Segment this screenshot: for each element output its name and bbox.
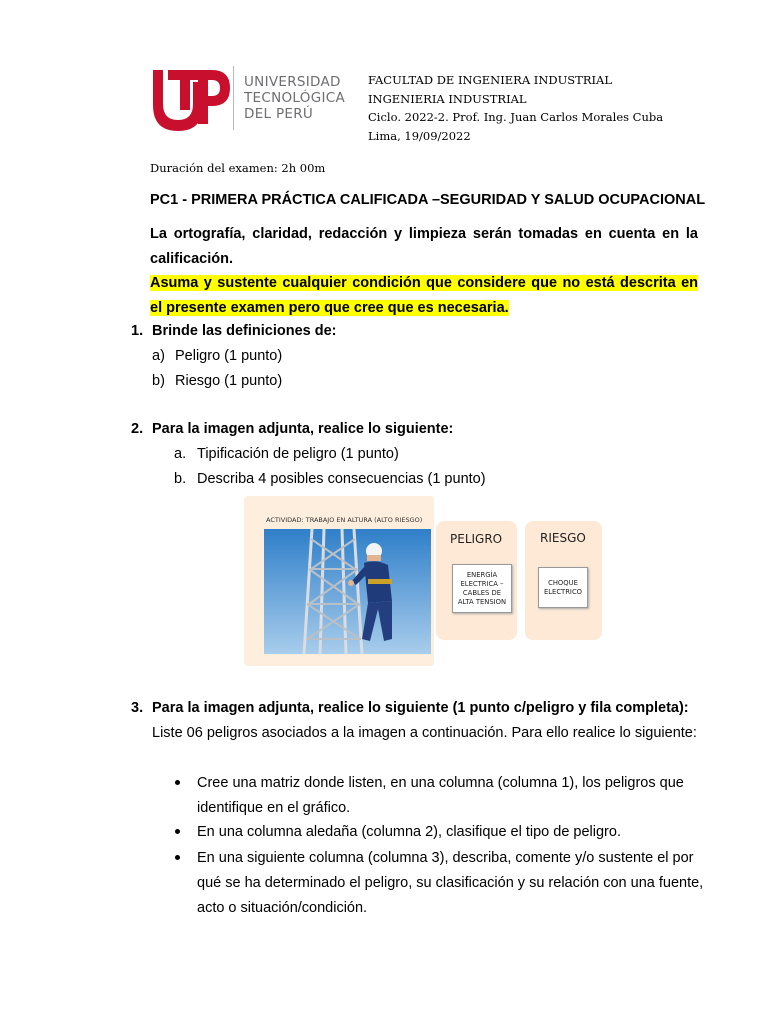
peligro-title: PELIGRO <box>450 532 503 546</box>
q1-item-a: Peligro (1 punto) <box>175 348 283 364</box>
q2-item-b: Describa 4 posibles consecuencias (1 punto) <box>197 471 486 487</box>
riesgo-box-line: ELECTRICO <box>543 587 583 596</box>
tower-worker-photo <box>264 529 431 654</box>
faculty-info <box>368 71 663 145</box>
university-line: UNIVERSIDAD <box>244 74 341 90</box>
highlighted-text: Asuma y sustente cualquier condición que considere que no está descrita en el presente examen pero que cree que es necesaria. <box>150 275 698 316</box>
faculty-line: Lima, 19/09/2022 <box>368 128 471 143</box>
faculty-line: INGENIERIA INDUSTRIAL <box>368 91 527 106</box>
peligro-box-line: ALTA TENSION <box>457 597 507 606</box>
assumption-note <box>150 271 698 321</box>
figure-caption: ACTIVIDAD: TRABAJO EN ALTURA (ALTO RIESGO) <box>266 516 423 524</box>
q1-item-b: Riesgo (1 punto) <box>175 373 283 389</box>
question-3-intro: Liste 06 peligros asociados a la imagen a continuación. Para ello realice lo siguiente: <box>152 725 697 741</box>
q2-item-a-marker: a. <box>174 446 187 462</box>
faculty-line: Ciclo. 2022-2. Prof. Ing. Juan Carlos Morales Cuba <box>368 110 664 124</box>
university-line: DEL PERÚ <box>244 106 314 122</box>
riesgo-box-line: CHOQUE <box>548 578 578 587</box>
question-1-text: Brinde las definiciones de: <box>152 323 337 339</box>
peligro-box <box>452 564 512 613</box>
university-name <box>244 74 345 122</box>
q1-item-b-marker: b) <box>152 373 165 389</box>
q3-bullet-1: Cree una matriz donde listen, en una columna (columna 1), los peligros que identifique en el gráfico. <box>197 775 684 816</box>
university-line: TECNOLÓGICA <box>244 90 345 106</box>
grading-note: La ortografía, claridad, redacción y limpieza serán tomadas en cuenta en la calificación. <box>150 226 698 267</box>
question-2-number: 2. <box>131 421 144 437</box>
logo-divider <box>233 66 234 130</box>
peligro-box-line: ELECTRICA – <box>460 579 504 588</box>
bullet-dot <box>175 855 180 860</box>
q3-bullet-3: En una siguiente columna (columna 3), describa, comente y/o sustente el por qué se ha determinado el peligro, su clasificación y su relación con una fuente, acto o situación/condición. <box>197 850 704 916</box>
question-3-number: 3. <box>131 700 144 716</box>
question-3-text: Para la imagen adjunta, realice lo siguiente (1 punto c/peligro y fila completa): <box>152 700 689 716</box>
faculty-line: FACULTAD DE INGENIERA INDUSTRIAL <box>368 73 612 87</box>
q3-bullet-2: En una columna aledaña (columna 2), clasifique el tipo de peligro. <box>197 824 621 840</box>
riesgo-title: RIESGO <box>540 531 586 545</box>
bullet-dot <box>175 829 180 834</box>
q2-item-b-marker: b. <box>174 471 187 487</box>
q2-item-a: Tipificación de peligro (1 punto) <box>197 446 399 462</box>
exam-duration: Duración del examen: 2h 00m <box>150 161 326 175</box>
question-1-number: 1. <box>131 323 144 339</box>
peligro-box-line: CABLES DE <box>462 588 502 597</box>
q1-item-a-marker: a) <box>152 348 165 364</box>
peligro-box-line: ENERGÍA <box>466 570 498 579</box>
exam-title: PC1 - PRIMERA PRÁCTICA CALIFICADA –SEGURIDAD Y SALUD OCUPACIONAL <box>150 192 706 208</box>
bullet-dot <box>175 780 180 785</box>
question-2-text: Para la imagen adjunta, realice lo siguiente: <box>152 421 454 437</box>
utp-logo <box>150 64 232 132</box>
riesgo-box <box>538 567 588 608</box>
